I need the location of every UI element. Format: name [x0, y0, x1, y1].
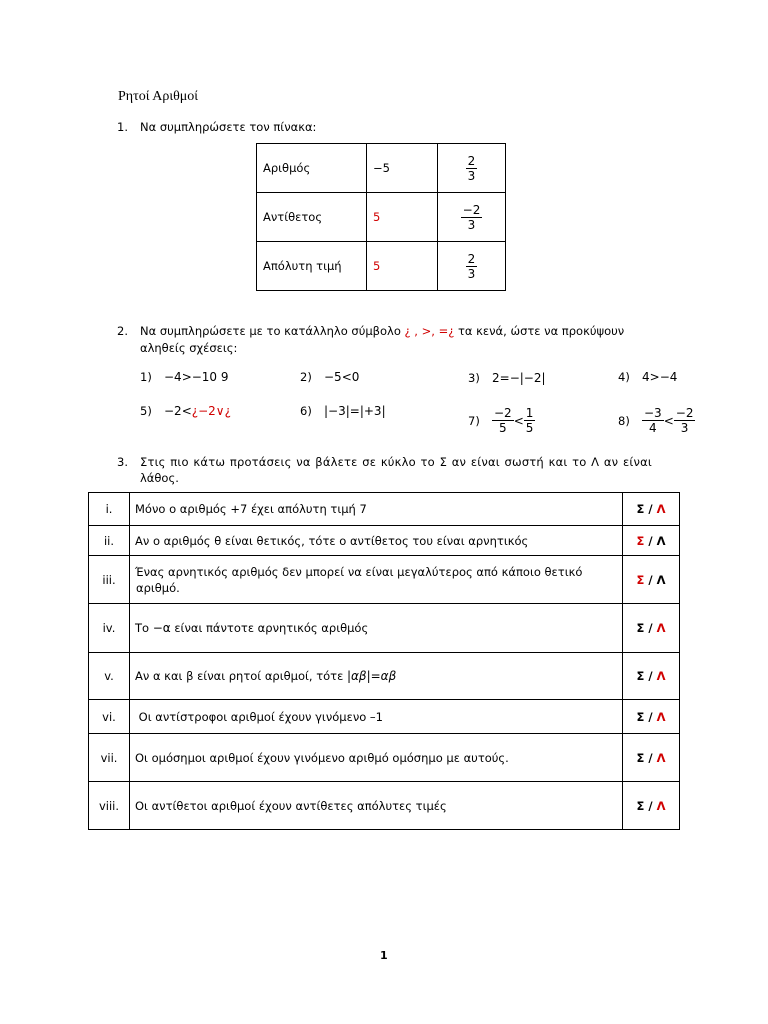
sigma: Σ	[636, 709, 645, 724]
cell-fraction: $\frac{2}{3}$	[438, 242, 506, 291]
row-label: Αντίθετος	[257, 193, 367, 242]
cell-fraction: $\frac{2}{3}$	[438, 144, 506, 193]
question-text: Να συμπληρώσετε τον πίνακα:	[140, 120, 317, 134]
page-number: 1	[380, 949, 388, 962]
true-false-table	[88, 492, 680, 830]
sigma: Σ	[636, 750, 645, 765]
row-numeral: v.	[89, 653, 130, 700]
statement: Οι αντίθετοι αριθμοί έχουν αντίθετες απόλυτες τιμές	[130, 782, 623, 830]
row-numeral: iv.	[89, 604, 130, 653]
statement: Οι αντίστροφοι αριθμοί έχουν γινόμενο –1	[130, 700, 623, 734]
table-row	[257, 242, 506, 291]
answer-cell[interactable]: Σ / Λ	[623, 700, 680, 734]
statement: Αν α και β είναι ρητοί αριθμοί, τότε |αβ|=αβ	[130, 653, 623, 700]
answer-cell[interactable]: Σ / Λ	[623, 526, 680, 556]
cell-value: 5	[367, 242, 438, 291]
table-row	[89, 556, 680, 604]
lambda: Λ	[656, 621, 666, 635]
lambda: Λ	[656, 798, 666, 813]
question-number: 2.	[117, 324, 128, 338]
answer-cell[interactable]: Σ / Λ	[623, 604, 680, 653]
cell-fraction: $\frac{-2}{3}$	[438, 193, 506, 242]
sigma: Σ	[636, 798, 645, 813]
answer-cell[interactable]: Σ / Λ	[623, 493, 680, 526]
relation-4: 4) 4>−4	[618, 370, 678, 384]
relation-3: 3) 2=−|−2|	[468, 371, 546, 385]
lambda: Λ	[656, 502, 666, 516]
symbols: ¿ , >, =¿	[404, 324, 455, 338]
answer-cell[interactable]: Σ / Λ	[623, 734, 680, 782]
row-numeral: iii.	[89, 556, 130, 604]
lambda: Λ	[656, 533, 666, 548]
question-text-line2: λάθος.	[140, 471, 179, 485]
sigma: Σ	[636, 533, 645, 548]
row-numeral: vi.	[89, 700, 130, 734]
row-label: Αριθμός	[257, 144, 367, 193]
page-title: Ρητοί Αριθμοί	[118, 89, 199, 104]
statement: Αν ο αριθμός θ είναι θετικός, τότε ο αντίθετος του είναι αρνητικός	[130, 526, 623, 556]
question-text: Στις πιο κάτω προτάσεις να βάλετε σε κύκλο το Σ αν είναι σωστή και το Λ αν είναι	[140, 455, 652, 469]
row-numeral: vii.	[89, 734, 130, 782]
table-row	[89, 700, 680, 734]
table-row	[89, 493, 680, 526]
lambda: Λ	[656, 750, 666, 765]
table-row	[89, 604, 680, 653]
numbers-table	[256, 143, 506, 291]
relation-7: 7) $\frac{-2}{5}$ < $\frac{1}{5}$	[468, 406, 534, 435]
table-row	[257, 144, 506, 193]
sigma: Σ	[636, 572, 645, 587]
answer-cell[interactable]: Σ / Λ	[623, 556, 680, 604]
table-row	[257, 193, 506, 242]
table-row	[89, 653, 680, 700]
table-row	[89, 734, 680, 782]
cell-value: −5	[367, 144, 438, 193]
table-row	[89, 526, 680, 556]
statement: Οι ομόσημοι αριθμοί έχουν γινόμενο αριθμό ομόσημο με αυτούς.	[130, 734, 623, 782]
relation-1: 1) −4>−10 9	[140, 370, 229, 384]
cell-value: 5	[367, 193, 438, 242]
relation-6: 6) |−3|=|+3|	[300, 404, 386, 418]
relation-5: 5) −2< ¿−2∨¿	[140, 404, 231, 418]
question-number: 1.	[117, 120, 128, 134]
question-number: 3.	[117, 455, 128, 469]
statement: Μόνο ο αριθμός +7 έχει απόλυτη τιμή 7	[130, 493, 623, 526]
answer-cell[interactable]: Σ / Λ	[623, 653, 680, 700]
row-numeral: ii.	[89, 526, 130, 556]
answer-cell[interactable]: Σ / Λ	[623, 782, 680, 830]
lambda: Λ	[656, 669, 666, 683]
lambda: Λ	[656, 709, 666, 724]
relation-8: 8) $\frac{-3}{4}$ < $\frac{-2}{3}$	[618, 406, 694, 435]
row-label: Απόλυτη τιμή	[257, 242, 367, 291]
row-numeral: viii.	[89, 782, 130, 830]
relation-2: 2) −5<0	[300, 370, 360, 384]
sigma: Σ	[636, 502, 645, 516]
statement: Το −α είναι πάντοτε αρνητικός αριθμός	[130, 604, 623, 653]
table-row	[89, 782, 680, 830]
question-text: Να συμπληρώσετε με το κατάλληλο σύμβολο ¿ , >, =¿ τα κενά, ώστε να προκύψουν	[140, 324, 625, 338]
sigma: Σ	[636, 621, 645, 635]
lambda: Λ	[656, 572, 666, 587]
row-numeral: i.	[89, 493, 130, 526]
question-text-line2: αληθείς σχέσεις:	[140, 341, 238, 355]
statement: Ένας αρνητικός αριθμός δεν μπορεί να είναι μεγαλύτερος από κάποιο θετικό αριθμό.	[130, 556, 623, 604]
sigma: Σ	[636, 669, 645, 683]
